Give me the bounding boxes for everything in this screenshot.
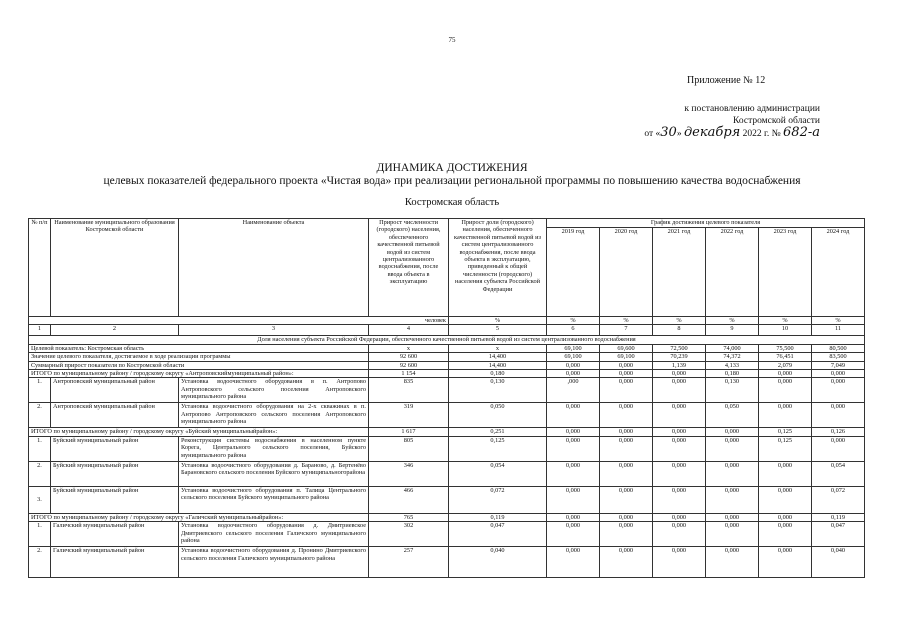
table-header xyxy=(29,219,865,336)
year-value: 0,000 xyxy=(600,461,653,486)
year-value: 0,000 xyxy=(600,361,653,369)
year-value: 0,000 xyxy=(600,378,653,403)
year-value: 0,000 xyxy=(600,513,653,521)
row-number: 2. xyxy=(29,403,51,428)
year-value: 0,000 xyxy=(653,403,706,428)
order-number: 682-а xyxy=(783,125,820,140)
year-value: 76,451 xyxy=(759,353,812,361)
object-row xyxy=(29,461,865,486)
header-year: 2021 год xyxy=(653,228,706,317)
header-year: 2024 год xyxy=(812,228,865,317)
year-value: 0,000 xyxy=(653,436,706,461)
header-year: 2020 год xyxy=(600,228,653,317)
group-total-row xyxy=(29,370,865,378)
header-object: Наименование объекта xyxy=(179,219,369,317)
year-value: 69,100 xyxy=(547,353,600,361)
summary-row xyxy=(29,361,865,369)
year-value: 0,040 xyxy=(812,547,865,578)
header-year: 2023 год xyxy=(759,228,812,317)
column-number: 1 xyxy=(29,325,51,336)
section-row xyxy=(29,336,865,344)
year-value: 0,000 xyxy=(812,370,865,378)
year-value: 0,000 xyxy=(600,547,653,578)
group-total-label: ИТОГО по муниципальному району / городскому округу «Антроповскиймуниципальный район»: xyxy=(29,370,369,378)
year-value: 72,500 xyxy=(653,344,706,352)
year-value: 69,600 xyxy=(600,344,653,352)
municipality-name: Буйский муниципальный район xyxy=(51,486,179,513)
column-number: 10 xyxy=(759,325,812,336)
column-number: 11 xyxy=(812,325,865,336)
year-value: 0,000 xyxy=(653,522,706,547)
year-value: 0,000 xyxy=(759,370,812,378)
year-value: 0,000 xyxy=(759,547,812,578)
group-total-row xyxy=(29,513,865,521)
year-value: 69,100 xyxy=(600,353,653,361)
column-number: 4 xyxy=(369,325,449,336)
object-name: Реконструкция системы водоснабжения в населенном пункте Корега, Центрального сельского поселения, Буйского муниципального района xyxy=(179,436,369,461)
year-value: 0,000 xyxy=(812,403,865,428)
population-value: 1 617 xyxy=(369,428,449,436)
object-row xyxy=(29,378,865,403)
year-value: 0,000 xyxy=(653,378,706,403)
year-value: 75,500 xyxy=(759,344,812,352)
indicator-table xyxy=(28,218,865,578)
row-number: 2. xyxy=(29,547,51,578)
header-row-1 xyxy=(29,219,865,228)
year-value: 0,000 xyxy=(547,428,600,436)
header-share: Прирост доли (городского) населения, обеспеченного качественной питьевой водой из систем централизованного водоснабжения, после ввода объекта в эксплуатацию, приведенный к общей численности (городского) населения субъекта Российской Федерации xyxy=(449,219,547,317)
municipality-name: Буйский муниципальный район xyxy=(51,461,179,486)
column-number: 2 xyxy=(51,325,179,336)
year-value: 0,000 xyxy=(600,522,653,547)
row-number: 1. xyxy=(29,378,51,403)
row-number: 3. xyxy=(29,486,51,513)
year-value: 74,372 xyxy=(706,353,759,361)
header-year: 2019 год xyxy=(547,228,600,317)
share-value: 14,400 xyxy=(449,361,547,369)
year-value: 0,000 xyxy=(653,370,706,378)
year-value: 0,000 xyxy=(653,547,706,578)
population-value: 319 xyxy=(369,403,449,428)
order-year: 2022 г. xyxy=(740,129,772,139)
share-value: 0,125 xyxy=(449,436,547,461)
object-row xyxy=(29,522,865,547)
group-total-label: ИТОГО по муниципальному району / городскому округу «Галичский муниципальныйрайон»: xyxy=(29,513,369,521)
population-value: 257 xyxy=(369,547,449,578)
order-prefix: от « xyxy=(644,129,661,139)
population-value: 466 xyxy=(369,486,449,513)
year-value: 0,000 xyxy=(653,461,706,486)
share-value: 0,130 xyxy=(449,378,547,403)
share-value: 0,047 xyxy=(449,522,547,547)
year-value: 0,000 xyxy=(547,513,600,521)
header-unit-year: % xyxy=(547,317,600,325)
year-value: 2,079 xyxy=(759,361,812,369)
year-value: 0,000 xyxy=(706,428,759,436)
year-value: 70,239 xyxy=(653,353,706,361)
order-date-line xyxy=(640,127,820,140)
column-number: 5 xyxy=(449,325,547,336)
share-value: x xyxy=(449,344,547,352)
year-value: 0,000 xyxy=(759,522,812,547)
row-number: 1. xyxy=(29,522,51,547)
header-municipality: Наименование муниципального образования Костромской области xyxy=(51,219,179,317)
section-title: Доля населения субъекта Российской Федерации, обеспеченного качественной питьевой водой из систем централизованного водоснабжения xyxy=(29,336,865,344)
header-graph: График достижения целевого показателя xyxy=(547,219,865,228)
object-name: Установка водоочистного оборудования в п. Антропово Антроповского сельского поселения Антроповского муниципального района xyxy=(179,378,369,403)
year-value: 0,000 xyxy=(547,522,600,547)
year-value: 0,000 xyxy=(653,486,706,513)
summary-row xyxy=(29,353,865,361)
column-number: 9 xyxy=(706,325,759,336)
municipality-name: Антроповский муниципальный район xyxy=(51,403,179,428)
year-value: 0,000 xyxy=(706,486,759,513)
year-value: 0,000 xyxy=(653,513,706,521)
share-value: 0,050 xyxy=(449,403,547,428)
header-unit-share: % xyxy=(449,317,547,325)
year-value: 80,500 xyxy=(812,344,865,352)
header-row-units xyxy=(29,317,865,325)
share-value: 0,180 xyxy=(449,370,547,378)
title-line-2: целевых показателей федерального проекта «Чистая вода» при реализации региональной программы по повышению качества водоснабжения xyxy=(103,175,801,187)
year-value: 0,047 xyxy=(812,522,865,547)
year-value: 0,000 xyxy=(706,522,759,547)
column-number: 7 xyxy=(600,325,653,336)
header-unit-year: % xyxy=(706,317,759,325)
population-value: 765 xyxy=(369,513,449,521)
population-value: 92 600 xyxy=(369,353,449,361)
year-value: 7,049 xyxy=(812,361,865,369)
header-population: Прирост численности (городского) населения, обеспеченного качественной питьевой водой из систем централизованного водоснабжения, после ввода объекта в эксплуатацию xyxy=(369,219,449,317)
year-value: 0,050 xyxy=(706,403,759,428)
header-unit-year: % xyxy=(653,317,706,325)
year-value: 0,000 xyxy=(600,370,653,378)
order-num-prefix: № xyxy=(771,129,784,139)
year-value: 0,000 xyxy=(600,428,653,436)
order-line-2: Костромской области xyxy=(733,116,820,126)
population-value: x xyxy=(369,344,449,352)
municipality-name: Галичский муниципальный район xyxy=(51,547,179,578)
region-name: Костромская область xyxy=(404,197,500,208)
order-line-1: к постановлению администрации xyxy=(684,104,820,114)
year-value: 0,000 xyxy=(600,436,653,461)
header-unit-pop: человек xyxy=(29,317,449,325)
population-value: 92 600 xyxy=(369,361,449,369)
row-number: 2. xyxy=(29,461,51,486)
page-number: 75 xyxy=(448,36,456,44)
group-total-label: ИТОГО по муниципальному району / городскому округу «Буйский муниципальныйрайон»: xyxy=(29,428,369,436)
population-value: 346 xyxy=(369,461,449,486)
header-unit-year: % xyxy=(600,317,653,325)
year-value: 4,133 xyxy=(706,361,759,369)
table-body xyxy=(29,336,865,578)
year-value: 0,000 xyxy=(812,378,865,403)
object-row xyxy=(29,436,865,461)
order-month: декабря xyxy=(683,125,741,140)
year-value: 0,000 xyxy=(547,370,600,378)
share-value: 0,072 xyxy=(449,486,547,513)
year-value: 0,000 xyxy=(547,461,600,486)
year-value: 0,000 xyxy=(547,547,600,578)
year-value: 0,180 xyxy=(706,370,759,378)
year-value: 0,000 xyxy=(653,428,706,436)
municipality-name: Буйский муниципальный район xyxy=(51,436,179,461)
year-value: 0,000 xyxy=(706,436,759,461)
year-value: 0,000 xyxy=(706,513,759,521)
population-value: 805 xyxy=(369,436,449,461)
year-value: 69,100 xyxy=(547,344,600,352)
year-value: 0,000 xyxy=(759,513,812,521)
year-value: 0,000 xyxy=(706,461,759,486)
column-number: 6 xyxy=(547,325,600,336)
share-value: 14,400 xyxy=(449,353,547,361)
year-value: 0,000 xyxy=(706,547,759,578)
municipality-name: Антроповский муниципальный район xyxy=(51,378,179,403)
year-value: 83,500 xyxy=(812,353,865,361)
summary-label: Целевой показатель: Костромская область xyxy=(29,344,369,352)
appendix-label: Приложение № 12 xyxy=(687,75,766,86)
object-row xyxy=(29,403,865,428)
group-total-row xyxy=(29,428,865,436)
share-value: 0,040 xyxy=(449,547,547,578)
year-value: 0,125 xyxy=(759,428,812,436)
year-value: 0,000 xyxy=(759,461,812,486)
column-number: 8 xyxy=(653,325,706,336)
header-year: 2022 год xyxy=(706,228,759,317)
column-number: 3 xyxy=(179,325,369,336)
object-name: Установка водоочистного оборудования п. Талица Центрального сельского поселения Буйского муниципального района xyxy=(179,486,369,513)
year-value: 0,125 xyxy=(759,436,812,461)
year-value: 0,000 xyxy=(600,403,653,428)
object-name: Установка водоочистного оборудования д. Дмитриевское Дмитриевского сельского поселения Галичского муниципального района xyxy=(179,522,369,547)
object-name: Установка водоочистного оборудования д. Пронино Дмитриевского сельского поселения Галичского муниципального района xyxy=(179,547,369,578)
population-value: 1 154 xyxy=(369,370,449,378)
year-value: 0,119 xyxy=(812,513,865,521)
share-value: 0,119 xyxy=(449,513,547,521)
object-name: Установка водоочистного оборудования на 2-х скважинах в п. Антропово Антроповского сельского поселения Антроповского муниципального района xyxy=(179,403,369,428)
year-value: 1,139 xyxy=(653,361,706,369)
population-value: 302 xyxy=(369,522,449,547)
share-value: 0,251 xyxy=(449,428,547,436)
year-value: ,000 xyxy=(547,378,600,403)
summary-label: Суммарный прирост показателя по Костромской области xyxy=(29,361,369,369)
population-value: 835 xyxy=(369,378,449,403)
order-reference xyxy=(640,103,820,140)
summary-row xyxy=(29,344,865,352)
year-value: 0,000 xyxy=(759,486,812,513)
row-number: 1. xyxy=(29,436,51,461)
year-value: 0,000 xyxy=(759,403,812,428)
object-row xyxy=(29,486,865,513)
title-line-1: ДИНАМИКА ДОСТИЖЕНИЯ xyxy=(376,162,528,174)
year-value: 0,072 xyxy=(812,486,865,513)
order-mid: » xyxy=(676,129,684,139)
share-value: 0,054 xyxy=(449,461,547,486)
order-day: 30 xyxy=(660,125,677,140)
header-unit-year: % xyxy=(759,317,812,325)
year-value: 0,130 xyxy=(706,378,759,403)
year-value: 0,000 xyxy=(547,403,600,428)
year-value: 0,054 xyxy=(812,461,865,486)
year-value: 0,000 xyxy=(547,436,600,461)
year-value: 0,126 xyxy=(812,428,865,436)
year-value: 0,000 xyxy=(547,361,600,369)
year-value: 74,000 xyxy=(706,344,759,352)
summary-label: Значение целевого показателя, достигаемое в ходе реализации программы xyxy=(29,353,369,361)
header-num: № п/п xyxy=(29,219,51,317)
municipality-name: Галичский муниципальный район xyxy=(51,522,179,547)
year-value: 0,000 xyxy=(812,436,865,461)
header-unit-year: % xyxy=(812,317,865,325)
year-value: 0,000 xyxy=(759,378,812,403)
header-row-colnums xyxy=(29,325,865,336)
year-value: 0,000 xyxy=(547,486,600,513)
year-value: 0,000 xyxy=(600,486,653,513)
object-row xyxy=(29,547,865,578)
object-name: Установка водоочистного оборудования д. Бараново, д. Бертенёво Барановского сельского поселения Буйского муниципальногорайона xyxy=(179,461,369,486)
document-title xyxy=(0,162,904,188)
